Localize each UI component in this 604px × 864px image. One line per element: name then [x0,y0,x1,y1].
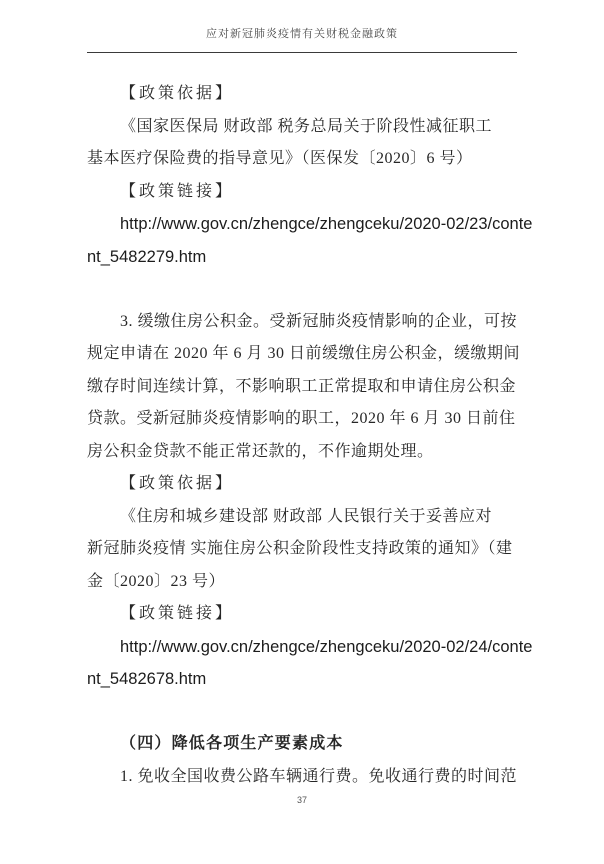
para3-line2: 规定申请在 2020 年 6 月 30 日前缓缴住房公积金，缓缴期间 [87,345,521,362]
policy-basis-doc2-line1: 《住房和城乡建设部 财政部 人民银行关于妥善应对 [120,507,493,525]
blank-line [87,696,527,729]
running-header-title: 应对新冠肺炎疫情有关财税金融政策 [206,28,398,40]
header-divider [87,52,517,53]
policy-link-url1-line2[interactable]: nt_5482279.htm [87,247,207,266]
section-4-heading: （四）降低各项生产要素成本 [120,735,344,752]
para3-line1: 3. 缓缴住房公积金。受新冠肺炎疫情影响的企业，可按 [120,312,518,330]
policy-basis-doc2-line3: 金〔2020〕23 号） [87,572,226,590]
para3-line5: 房公积金贷款不能正常还款的，不作逾期处理。 [87,442,434,460]
para1-section4-line1: 1. 免收全国收费公路车辆通行费。免收通行费的时间范 [120,767,518,785]
para3-line3: 缴存时间连续计算，不影响职工正常提取和申请住房公积金 [87,377,517,395]
policy-basis-doc2-line2: 新冠肺炎疫情 实施住房公积金阶段性支持政策的通知》（建 [87,540,513,557]
blank-line [87,273,527,306]
policy-link-label-1: 【政策链接】 [120,182,235,200]
policy-basis-label-2: 【政策依据】 [120,475,235,492]
policy-link-url2-line2[interactable]: nt_5482678.htm [87,670,207,688]
policy-basis-doc1-line1: 《国家医保局 财政部 税务总局关于阶段性减征职工 [120,117,493,135]
para3-line4: 贷款。受新冠肺炎疫情影响的职工，2020 年 6 月 30 日前住 [87,410,516,427]
policy-link-url1-line1[interactable]: http://www.gov.cn/zhengce/zhengceku/2020-02/23/conte [120,215,533,233]
policy-basis-label-1: 【政策依据】 [120,85,235,102]
policy-basis-doc1-line2: 基本医疗保险费的指导意见》（医保发〔2020〕6 号） [87,150,473,167]
policy-link-label-2: 【政策链接】 [120,605,235,622]
document-body [87,78,533,793]
page-number: 37 [296,795,307,805]
policy-link-url2-line1[interactable]: http://www.gov.cn/zhengce/zhengceku/2020-02/24/conte [120,637,533,656]
